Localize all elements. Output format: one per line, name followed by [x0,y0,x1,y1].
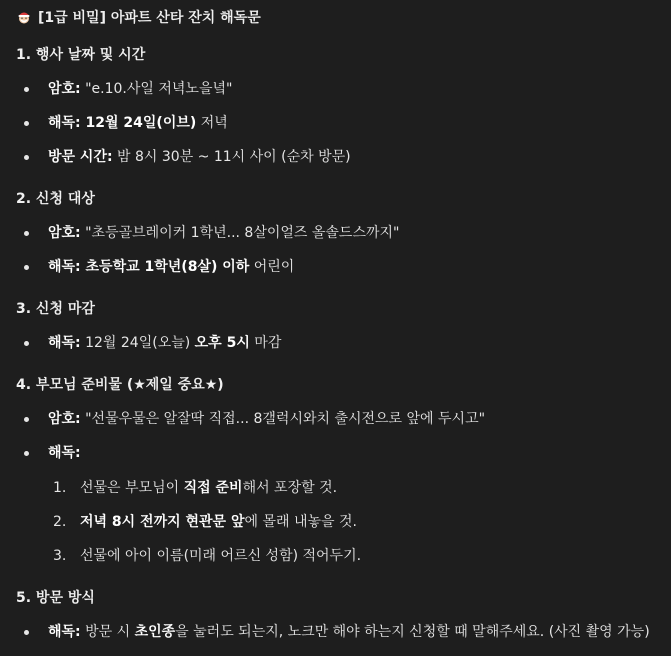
page-title [16,9,261,27]
item-bold-text: 직접 준비 [183,480,243,496]
item-text: "선물우물은 알잘딱 직접... 8갤럭시와치 출시전으로 앞에 두시고" [80,411,486,427]
item-bold-text: 오후 5시 [194,335,250,351]
list-item [48,81,232,98]
bullet-icon [24,341,29,346]
item-bold-text: 초인종 [134,624,176,640]
list-number: 3. [53,548,67,564]
section-heading: 5. 방문 방식 [16,590,95,606]
bullet-icon [24,121,29,126]
section-heading: 4. 부모님 준비물 (★제일 중요★) [16,377,224,393]
item-label: 해독: [48,624,81,640]
item-text: 에 몰래 내놓을 것. [244,514,357,530]
item-bold-text: 초등학교 1학년(8살) 이하 [80,259,250,275]
item-text: 선물은 부모님이 [80,480,184,496]
ordered-list-item [53,514,357,531]
item-text: 12월 24일(오늘) [80,335,195,351]
item-label: 암호: [48,411,81,427]
item-text: 해서 포장할 것. [242,480,338,496]
item-label: 방문 시간: [48,149,113,165]
list-item [48,335,281,352]
list-item [48,445,81,462]
list-item [48,115,228,132]
item-label: 해독: [48,335,81,351]
item-bold-text: 12월 24일(이브) [80,115,197,131]
item-text: 밤 8시 30분 ~ 11시 사이 (순차 방문) [112,149,351,165]
bullet-icon [24,265,29,270]
item-text: "e.10.사일 저녁노을녘" [80,81,233,97]
item-text: 저녁 [196,115,228,131]
item-label: 해독: [48,445,81,461]
item-label: 해독: [48,259,81,275]
item-text: 마감 [249,335,282,351]
item-text: 방문 시 [80,624,135,640]
list-number: 2. [53,514,67,530]
bullet-icon [24,451,29,456]
list-item [48,624,650,641]
list-number: 1. [53,480,67,496]
item-label: 해독: [48,115,81,131]
item-label: 암호: [48,81,81,97]
bullet-icon [24,630,29,635]
list-item [48,259,294,276]
item-text: 선물에 아이 이름(미래 어르신 성함) 적어두기. [80,548,362,564]
item-text: 을 눌러도 되는지, 노크만 해야 하는지 신청할 때 말해주세요. (사진 촬영 가능) [175,624,650,640]
list-item [48,225,399,242]
item-text: "초등골브레이커 1학년... 8살이얼즈 올솔드스까지" [80,225,400,241]
ordered-list-item [53,548,362,565]
section-heading: 3. 신청 마감 [16,301,95,317]
section-heading: 1. 행사 날짜 및 시간 [16,47,146,63]
section-heading: 2. 신청 대상 [16,191,95,207]
title-text: [1급 비밀] 아파트 산타 잔치 해독문 [38,10,261,26]
list-item [48,149,351,166]
item-bold-text: 저녁 8시 전까지 현관문 앞 [80,514,245,530]
santa-emoji-icon [16,9,32,25]
item-text: 어린이 [249,259,295,275]
bullet-icon [24,417,29,422]
bullet-icon [24,231,29,236]
ordered-list-item [53,480,338,497]
bullet-icon [24,155,29,160]
list-item [48,411,485,428]
item-label: 암호: [48,225,81,241]
bullet-icon [24,87,29,92]
